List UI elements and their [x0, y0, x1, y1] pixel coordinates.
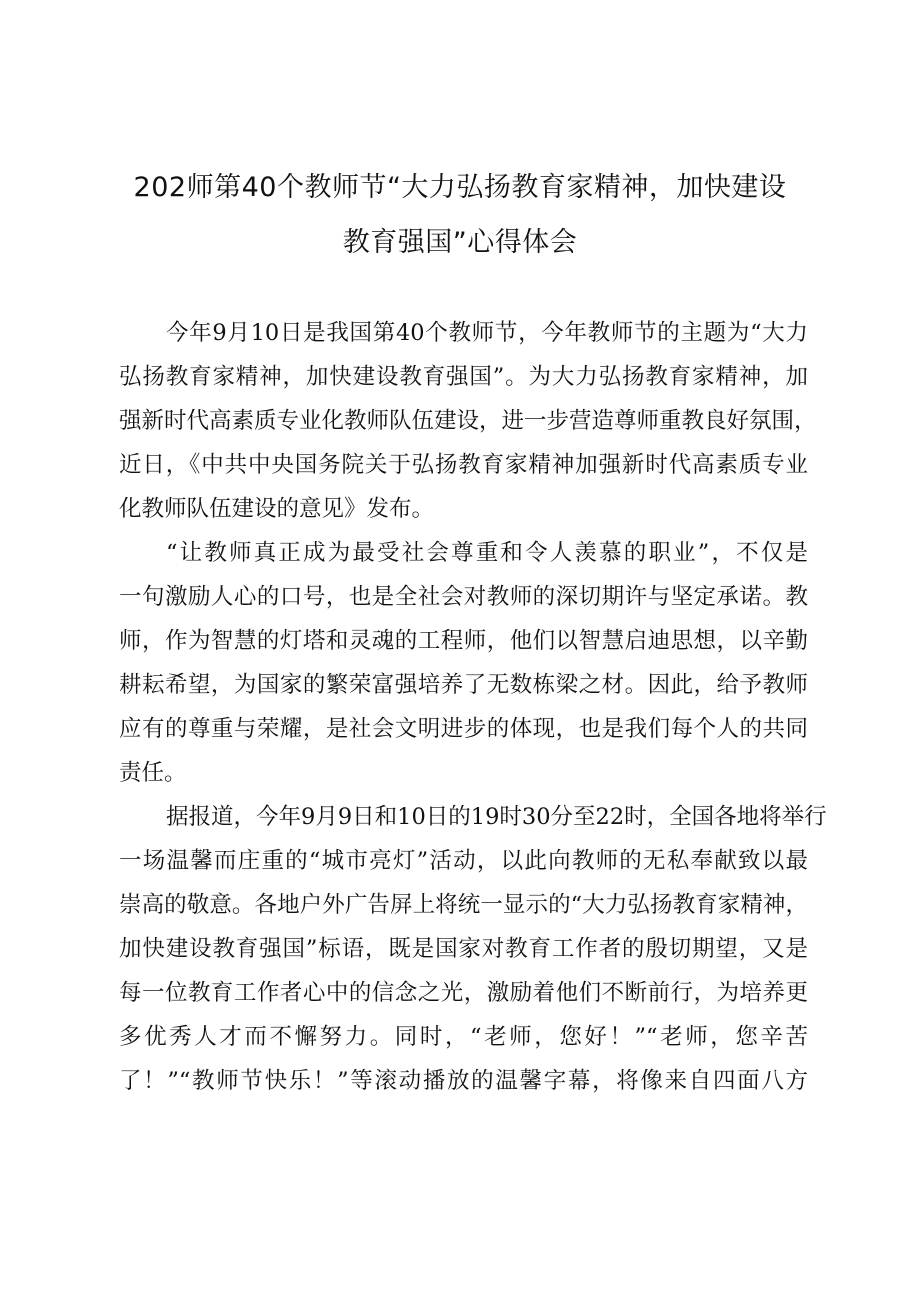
paragraph-line: 弘扬教育家精神，加快建设教育强国”。为大力弘扬教育家精神，加	[119, 364, 808, 390]
paragraph-line: 每一位教育工作者心中的信念之光，激励着他们不断前行，为培养更	[119, 980, 808, 1006]
paragraph-line: “让教师真正成为最受社会尊重和令人羡慕的职业”，不仅是	[166, 540, 808, 566]
document-title-line-2: 教育强国”心得体会	[342, 227, 578, 258]
paragraph-line: 应有的尊重与荣耀，是社会文明进步的体现，也是我们每个人的共同	[119, 716, 808, 742]
paragraph-line: 多优秀人才而不懈努力。同时，“老师，您好！”“老师，您辛苦	[119, 1024, 808, 1050]
paragraph-line: 加快建设教育强国”标语，既是国家对教育工作者的殷切期望，又是	[119, 936, 808, 962]
paragraph-line: 强新时代高素质专业化教师队伍建设，进一步营造尊师重教良好氛围，	[119, 408, 817, 434]
paragraph-line: 化教师队伍建设的意见》发布。	[119, 496, 435, 522]
document-title-line-1: 202师第40个教师节“大力弘扬教育家精神，加快建设	[133, 172, 787, 203]
paragraph-line: 今年9月10日是我国第40个教师节，今年教师节的主题为“大力	[166, 320, 808, 346]
paragraph-line: 一场温馨而庄重的“城市亮灯”活动，以此向教师的无私奉献致以最	[119, 848, 808, 874]
paragraph-line: 责任。	[119, 760, 187, 786]
paragraph-line: 一句激励人心的口号，也是全社会对教师的深切期许与坚定承诺。教	[119, 584, 808, 610]
paragraph-line: 师，作为智慧的灯塔和灵魂的工程师，他们以智慧启迪思想，以辛勤	[119, 628, 808, 654]
paragraph-line: 据报道，今年9月9日和10日的19时30分至22时，全国各地将举行	[166, 804, 827, 830]
paragraph-line: 近日，《中共中央国务院关于弘扬教育家精神加强新时代高素质专业	[119, 452, 808, 478]
paragraph-line: 耕耘希望，为国家的繁荣富强培养了无数栋梁之材。因此，给予教师	[119, 672, 808, 698]
paragraph-line: 了！”“教师节快乐！”等滚动播放的温馨字幕，将像来自四面八方	[119, 1068, 808, 1094]
paragraph-line: 崇高的敬意。各地户外广告屏上将统一显示的“大力弘扬教育家精神，	[119, 892, 808, 918]
